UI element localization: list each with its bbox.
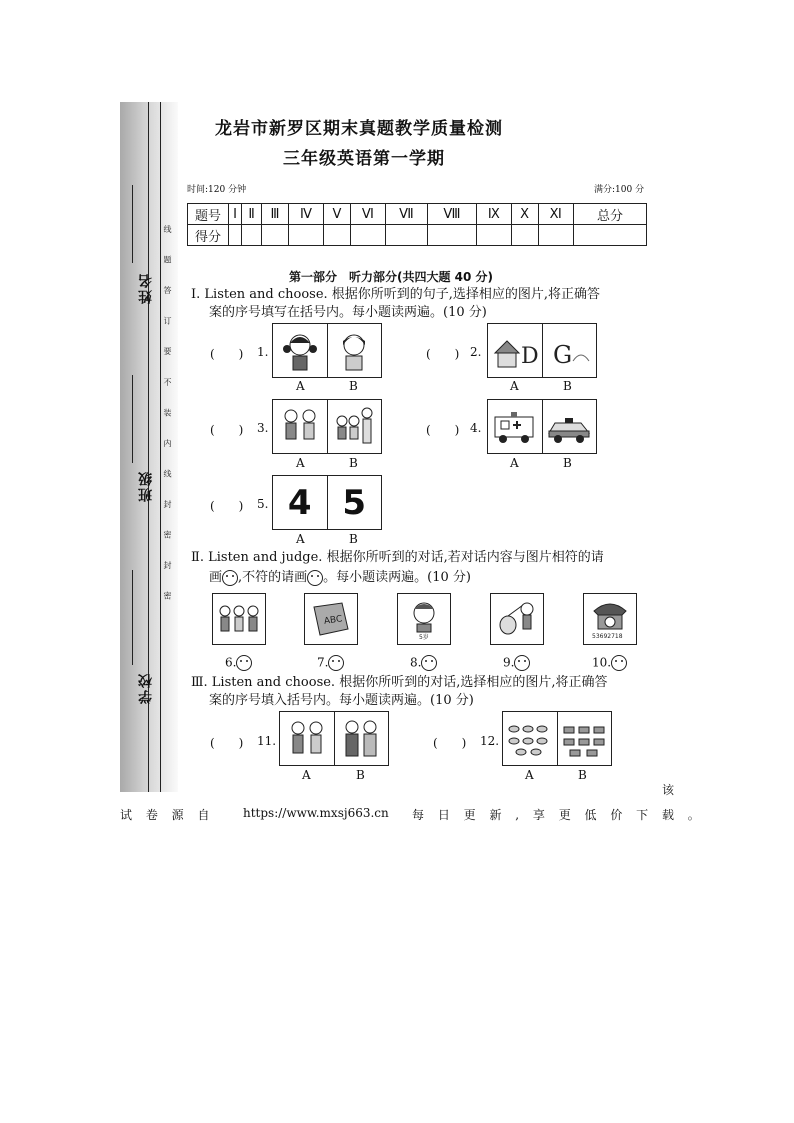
score-input-cell[interactable] bbox=[288, 225, 323, 246]
footer-gai: 该 bbox=[662, 783, 675, 797]
ambulance-icon bbox=[491, 407, 539, 447]
full-score: 满分:100 分 bbox=[594, 185, 645, 195]
question-number: 4. bbox=[470, 421, 482, 435]
picture-b bbox=[543, 324, 597, 377]
q2-pictures bbox=[487, 323, 597, 378]
score-table-score-row bbox=[188, 225, 647, 246]
school-label: 学校 bbox=[138, 672, 154, 704]
boy-age-icon bbox=[402, 597, 446, 641]
table-cell: Ⅳ bbox=[288, 204, 323, 225]
abc-book-icon bbox=[308, 599, 354, 639]
score-input-cell[interactable] bbox=[427, 225, 476, 246]
table-cell: Ⅲ bbox=[262, 204, 289, 225]
blank-face-icon[interactable] bbox=[236, 655, 252, 671]
sec2-instruction-2 bbox=[209, 567, 471, 589]
sec3-instruction-2: 案的序号填入括号内。每小题读两遍。(10 分) bbox=[209, 693, 474, 708]
lantern-child-icon bbox=[495, 597, 539, 641]
footer-update-text: 每 日 更 新 , 享 更 低 价 下 载 。 bbox=[412, 808, 705, 822]
dogs-group-icon bbox=[560, 719, 608, 759]
option-a: A bbox=[510, 379, 519, 393]
option-a: A bbox=[296, 456, 305, 470]
blank-face-icon[interactable] bbox=[611, 655, 627, 671]
smile-face-icon bbox=[222, 570, 238, 586]
table-cell: Ⅶ bbox=[385, 204, 427, 225]
table-cell: 总分 bbox=[573, 204, 646, 225]
class-label: 班级 bbox=[138, 470, 154, 502]
picture-a bbox=[273, 400, 328, 453]
option-b: B bbox=[563, 379, 572, 393]
picture-a bbox=[280, 712, 335, 765]
question-number: 11. bbox=[257, 734, 277, 748]
question-number: 5. bbox=[257, 497, 269, 511]
question-number: 9. bbox=[503, 655, 515, 670]
svg-text:ABC: ABC bbox=[323, 614, 344, 627]
item-10 bbox=[592, 655, 627, 671]
exam-time: 时间:120 分钟 bbox=[187, 185, 247, 195]
score-input-cell[interactable] bbox=[262, 225, 289, 246]
two-children-icon bbox=[278, 405, 322, 449]
table-cell: 得分 bbox=[188, 225, 229, 246]
taxi-icon bbox=[545, 407, 593, 447]
item-6 bbox=[225, 655, 252, 671]
sad-face-icon bbox=[307, 570, 323, 586]
svg-text:D: D bbox=[520, 343, 539, 369]
two-adults-icon bbox=[339, 717, 383, 761]
picture-a bbox=[273, 324, 328, 377]
score-input-cell[interactable] bbox=[385, 225, 427, 246]
q7-picture bbox=[304, 593, 358, 645]
question-number: 1. bbox=[257, 345, 269, 359]
question-number: 6. bbox=[225, 655, 237, 670]
table-cell: Ⅸ bbox=[476, 204, 511, 225]
option-b: B bbox=[349, 532, 358, 546]
picture-b bbox=[543, 400, 597, 453]
question-number: 3. bbox=[257, 421, 269, 435]
option-b: B bbox=[563, 456, 572, 470]
table-cell: Ⅰ bbox=[229, 204, 242, 225]
q11-pictures bbox=[279, 711, 389, 766]
picture-a bbox=[488, 324, 543, 377]
sec1-instruction-1: Ⅰ. Listen and choose. 根据你所听到的句子,选择相应的图片,将正确答 bbox=[191, 287, 601, 302]
option-a: A bbox=[302, 768, 311, 782]
girl-short-hair-icon bbox=[334, 329, 374, 373]
option-b: B bbox=[349, 379, 358, 393]
binding-line bbox=[160, 102, 161, 792]
table-cell: Ⅷ bbox=[427, 204, 476, 225]
footer-url-link[interactable]: https://www.mxsj663.cn bbox=[243, 806, 389, 820]
sec1-instruction-2: 案的序号填写在括号内。每小题读两遍。(10 分) bbox=[209, 305, 487, 320]
score-input-cell[interactable] bbox=[229, 225, 242, 246]
name-underline bbox=[132, 185, 133, 263]
table-cell: Ⅺ bbox=[538, 204, 573, 225]
item-9 bbox=[503, 655, 530, 671]
number-five: 5 bbox=[342, 482, 367, 523]
answer-bracket[interactable]: ( ) bbox=[433, 736, 467, 750]
score-input-cell[interactable] bbox=[476, 225, 511, 246]
footer-source-label: 试 卷 源 自 bbox=[120, 808, 215, 822]
picture-b bbox=[328, 324, 382, 377]
birds-group-icon bbox=[506, 719, 554, 759]
children-singing-icon bbox=[215, 599, 263, 639]
q12-pictures bbox=[502, 711, 612, 766]
score-input-cell[interactable] bbox=[350, 225, 385, 246]
answer-bracket[interactable]: ( ) bbox=[210, 423, 244, 437]
question-number: 12. bbox=[480, 734, 500, 748]
sec2-text: 画 bbox=[209, 570, 223, 585]
answer-bracket[interactable]: ( ) bbox=[210, 499, 244, 513]
score-input-cell[interactable] bbox=[324, 225, 351, 246]
answer-bracket[interactable]: ( ) bbox=[426, 347, 460, 361]
name-label: 姓名 bbox=[138, 272, 154, 304]
blank-face-icon[interactable] bbox=[328, 655, 344, 671]
option-a: A bbox=[525, 768, 534, 782]
class-underline bbox=[132, 375, 133, 463]
family-walking-icon bbox=[332, 405, 376, 449]
table-cell: Ⅹ bbox=[511, 204, 538, 225]
option-a: A bbox=[296, 532, 305, 546]
option-a: A bbox=[296, 379, 305, 393]
item-8 bbox=[410, 655, 437, 671]
seal-text: 线 题 答 订 要 不 装 内 线 封 密 封 密 bbox=[163, 225, 172, 610]
two-kids-icon bbox=[285, 717, 329, 761]
exam-title: 龙岩市新罗区期末真题教学质量检测 bbox=[215, 119, 503, 139]
q5-pictures bbox=[272, 475, 382, 530]
svg-text:53692718: 53692718 bbox=[592, 633, 623, 640]
question-number: 8. bbox=[410, 655, 422, 670]
q10-picture bbox=[583, 593, 637, 645]
picture-b bbox=[558, 712, 612, 765]
score-input-cell[interactable] bbox=[538, 225, 573, 246]
table-cell: Ⅱ bbox=[242, 204, 262, 225]
q3-pictures bbox=[272, 399, 382, 454]
sec2-text: ,不符的请画 bbox=[238, 570, 308, 585]
option-b: B bbox=[349, 456, 358, 470]
question-number: 7. bbox=[317, 655, 329, 670]
letter-g-icon bbox=[545, 331, 593, 371]
score-input-cell[interactable] bbox=[511, 225, 538, 246]
blank-face-icon[interactable] bbox=[514, 655, 530, 671]
item-7 bbox=[317, 655, 344, 671]
answer-bracket[interactable]: ( ) bbox=[210, 736, 244, 750]
picture-a bbox=[503, 712, 558, 765]
q6-picture bbox=[212, 593, 266, 645]
svg-text:5岁: 5岁 bbox=[419, 634, 429, 641]
number-four: 4 bbox=[273, 476, 328, 529]
sec3-instruction-1: Ⅲ. Listen and choose. 根据你所听到的对话,选择相应的图片,将正确答 bbox=[191, 675, 608, 690]
exam-subtitle: 三年级英语第一学期 bbox=[283, 149, 445, 169]
table-cell: Ⅵ bbox=[350, 204, 385, 225]
school-underline bbox=[132, 570, 133, 665]
blank-face-icon[interactable] bbox=[421, 655, 437, 671]
sec2-instruction-1: Ⅱ. Listen and judge. 根据你所听到的对话,若对话内容与图片相符的请 bbox=[191, 550, 604, 565]
q9-picture bbox=[490, 593, 544, 645]
table-cell: 题号 bbox=[188, 204, 229, 225]
score-table-header-row bbox=[188, 204, 647, 225]
girl-pigtails-icon bbox=[280, 329, 320, 373]
score-input-cell[interactable] bbox=[573, 225, 646, 246]
question-number: 2. bbox=[470, 345, 482, 359]
answer-bracket[interactable]: ( ) bbox=[210, 347, 244, 361]
score-input-cell[interactable] bbox=[242, 225, 262, 246]
sec2-text: 。每小题读两遍。(10 分) bbox=[323, 570, 471, 585]
q1-pictures bbox=[272, 323, 382, 378]
picture-b bbox=[335, 712, 389, 765]
picture-b bbox=[328, 400, 382, 453]
house-letter-d-icon bbox=[491, 331, 539, 371]
answer-bracket[interactable]: ( ) bbox=[426, 423, 460, 437]
telephone-icon bbox=[586, 597, 634, 641]
option-b: B bbox=[356, 768, 365, 782]
table-cell: Ⅴ bbox=[324, 204, 351, 225]
option-a: A bbox=[510, 456, 519, 470]
question-number: 10. bbox=[592, 655, 612, 670]
score-table bbox=[187, 203, 647, 246]
option-b: B bbox=[578, 768, 587, 782]
part1-heading: 第一部分 听力部分(共四大题 40 分) bbox=[289, 270, 494, 284]
q4-pictures bbox=[487, 399, 597, 454]
picture-a bbox=[488, 400, 543, 453]
q8-picture bbox=[397, 593, 451, 645]
svg-text:G: G bbox=[553, 340, 573, 369]
